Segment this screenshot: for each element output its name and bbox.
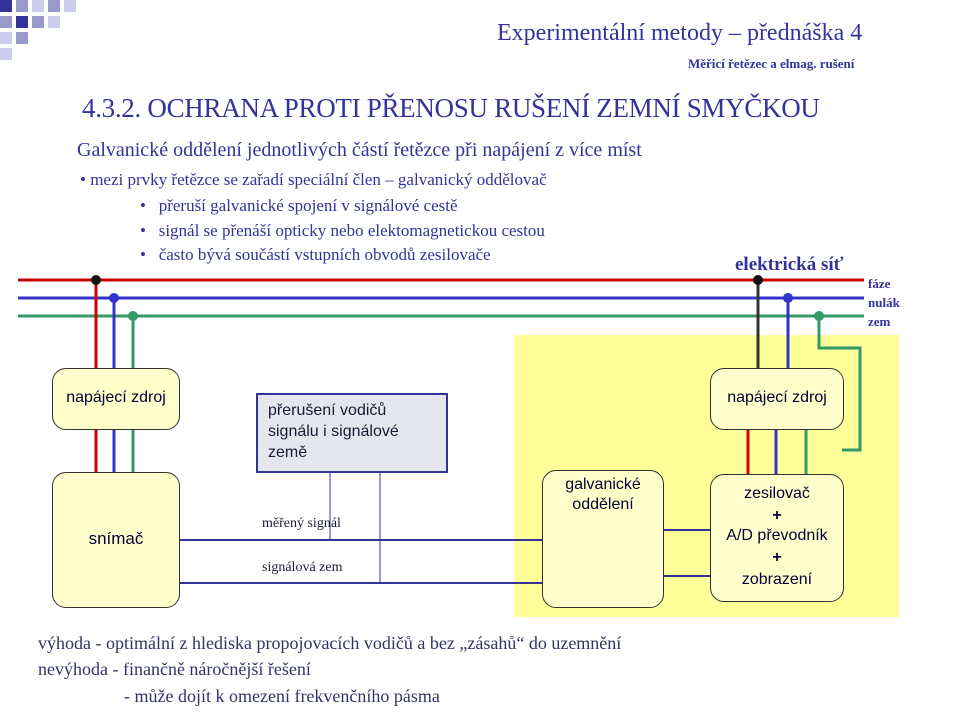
phase-label: fáze xyxy=(868,276,891,291)
lecture-title: Experimentální metody – přednáška 4 xyxy=(497,20,863,46)
signal-ground-label: signálová zem xyxy=(262,560,343,575)
amplifier-plus2: + xyxy=(772,549,782,566)
sensor-label: snímač xyxy=(88,529,144,548)
interruption-note-text: přerušení vodičů signálu i signálové země xyxy=(268,402,399,461)
galvanic-isolation-box xyxy=(542,470,664,608)
lecture-subtitle: Měřicí řetězec a elmag. rušení xyxy=(688,56,855,71)
section-title: 4.3.2. OCHRANA PROTI PŘENOSU RUŠENÍ ZEMNÍ SMYČKOU xyxy=(82,93,820,123)
bullet-main: • mezi prvky řetězce se zařadí speciální člen – galvanický oddělovač xyxy=(80,170,547,189)
bullet-main-text: mezi prvky řetězce se zařadí speciální člen – galvanický oddělovač xyxy=(90,170,547,189)
galvanic-isolation-label: galvanické oddělení xyxy=(565,476,641,513)
network-label: elektrická síť xyxy=(735,254,844,275)
amplifier-line2: A/D převodník xyxy=(726,527,828,544)
advantage-text: výhoda - optimální z hlediska propojovacích vodičů a bez „zásahů“ do uzemnění xyxy=(38,633,622,653)
bullet-sub-3: • často bývá součástí vstupních obvodů zesilovače xyxy=(140,245,491,264)
power-supply-right-label: napájecí zdroj xyxy=(727,389,827,406)
signal-label: měřený signál xyxy=(262,516,341,531)
sensor-box xyxy=(52,472,180,608)
bullet-sub-2: • signál se přenáší opticky nebo elektomagnetickou cestou xyxy=(140,221,545,240)
lead-text: Galvanické oddělení jednotlivých částí řetězce při napájení z více míst xyxy=(77,139,642,161)
bullet-sub-1: • přeruší galvanické spojení v signálové cestě xyxy=(140,196,458,215)
amplifier-plus1: + xyxy=(772,507,782,524)
amplifier-line3: zobrazení xyxy=(741,571,813,588)
bullet-sub-3-text: často bývá součástí vstupních obvodů zesilovače xyxy=(158,245,491,264)
bandwidth-note: - může dojít k omezení frekvenčního pásma xyxy=(124,686,440,706)
ground-label: zem xyxy=(868,314,891,329)
bullet-sub-2-text: signál se přenáší opticky nebo elektomagnetickou cestou xyxy=(158,221,545,240)
interruption-note xyxy=(256,393,448,473)
amplifier-box xyxy=(710,474,844,602)
power-supply-right xyxy=(710,368,844,430)
power-supply-left-label: napájecí zdroj xyxy=(66,389,166,406)
power-supply-left xyxy=(52,368,180,430)
amplifier-line1: zesilovač xyxy=(744,485,810,502)
bullet-sub-1-text: přeruší galvanické spojení v signálové cestě xyxy=(158,196,458,215)
neutral-label: nulák xyxy=(868,295,900,310)
disadvantage-text: nevýhoda - finančně náročnější řešení xyxy=(38,659,311,679)
